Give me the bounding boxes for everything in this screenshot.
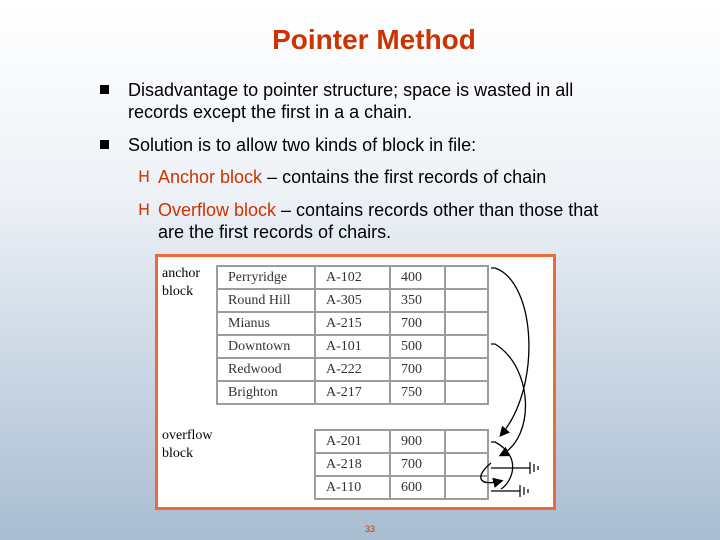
account-cell: A-305	[315, 289, 390, 312]
branch-name-cell: Downtown	[217, 335, 315, 358]
branch-name-cell: Round Hill	[217, 289, 315, 312]
overflow-block-label: overflow block	[162, 428, 213, 461]
balance-cell: 700	[390, 453, 445, 476]
account-cell: A-218	[315, 453, 390, 476]
balance-cell: 400	[390, 266, 445, 289]
bullet-solution	[100, 134, 620, 156]
null-pointer-icon	[491, 462, 538, 474]
balance-cell: 700	[390, 358, 445, 381]
account-cell: A-217	[315, 381, 390, 404]
account-cell: A-110	[315, 476, 390, 499]
balance-cell: 500	[390, 335, 445, 358]
h-bullet-icon: H	[138, 200, 151, 219]
pointer-arrows	[158, 257, 553, 507]
account-cell: A-101	[315, 335, 390, 358]
overflow-block-desc: – contains records other than those that are the first records of chairs.	[158, 200, 599, 242]
overflow-block-term: Overflow block	[158, 200, 277, 220]
balance-cell: 350	[390, 289, 445, 312]
slide-title: Pointer Method	[272, 24, 476, 55]
square-bullet-icon	[100, 85, 109, 94]
pointer-method-figure	[155, 254, 556, 510]
account-cell: A-102	[315, 266, 390, 289]
anchor-block-desc: – contains the first records of chain	[262, 167, 547, 187]
anchor-block-label: anchor block	[162, 266, 201, 299]
h-bullet-icon: H	[138, 167, 151, 186]
null-pointer-icon	[491, 485, 528, 497]
branch-name-cell: Mianus	[217, 312, 315, 335]
balance-cell: 700	[390, 312, 445, 335]
balance-cell: 900	[390, 430, 445, 453]
sub-bullet-overflow	[138, 199, 618, 243]
pointer-arrow	[481, 463, 501, 483]
branch-name-cell: Perryridge	[217, 266, 315, 289]
pointer-arrow	[491, 268, 529, 435]
bullet-disadvantage	[100, 79, 620, 123]
sub-bullet-anchor	[138, 166, 618, 188]
branch-name-cell: Brighton	[217, 381, 315, 404]
balance-cell: 600	[390, 476, 445, 499]
page-number: 33	[364, 524, 375, 534]
bullet-text: Solution is to allow two kinds of block in file:	[128, 135, 477, 155]
branch-name-cell: Redwood	[217, 358, 315, 381]
square-bullet-icon	[100, 140, 109, 149]
bullet-text: Disadvantage to pointer structure; space is wasted in all records except the first in a a chain.	[128, 80, 574, 122]
account-cell: A-215	[315, 312, 390, 335]
anchor-block-term: Anchor block	[158, 167, 263, 187]
account-cell: A-201	[315, 430, 390, 453]
account-cell: A-222	[315, 358, 390, 381]
balance-cell: 750	[390, 381, 445, 404]
